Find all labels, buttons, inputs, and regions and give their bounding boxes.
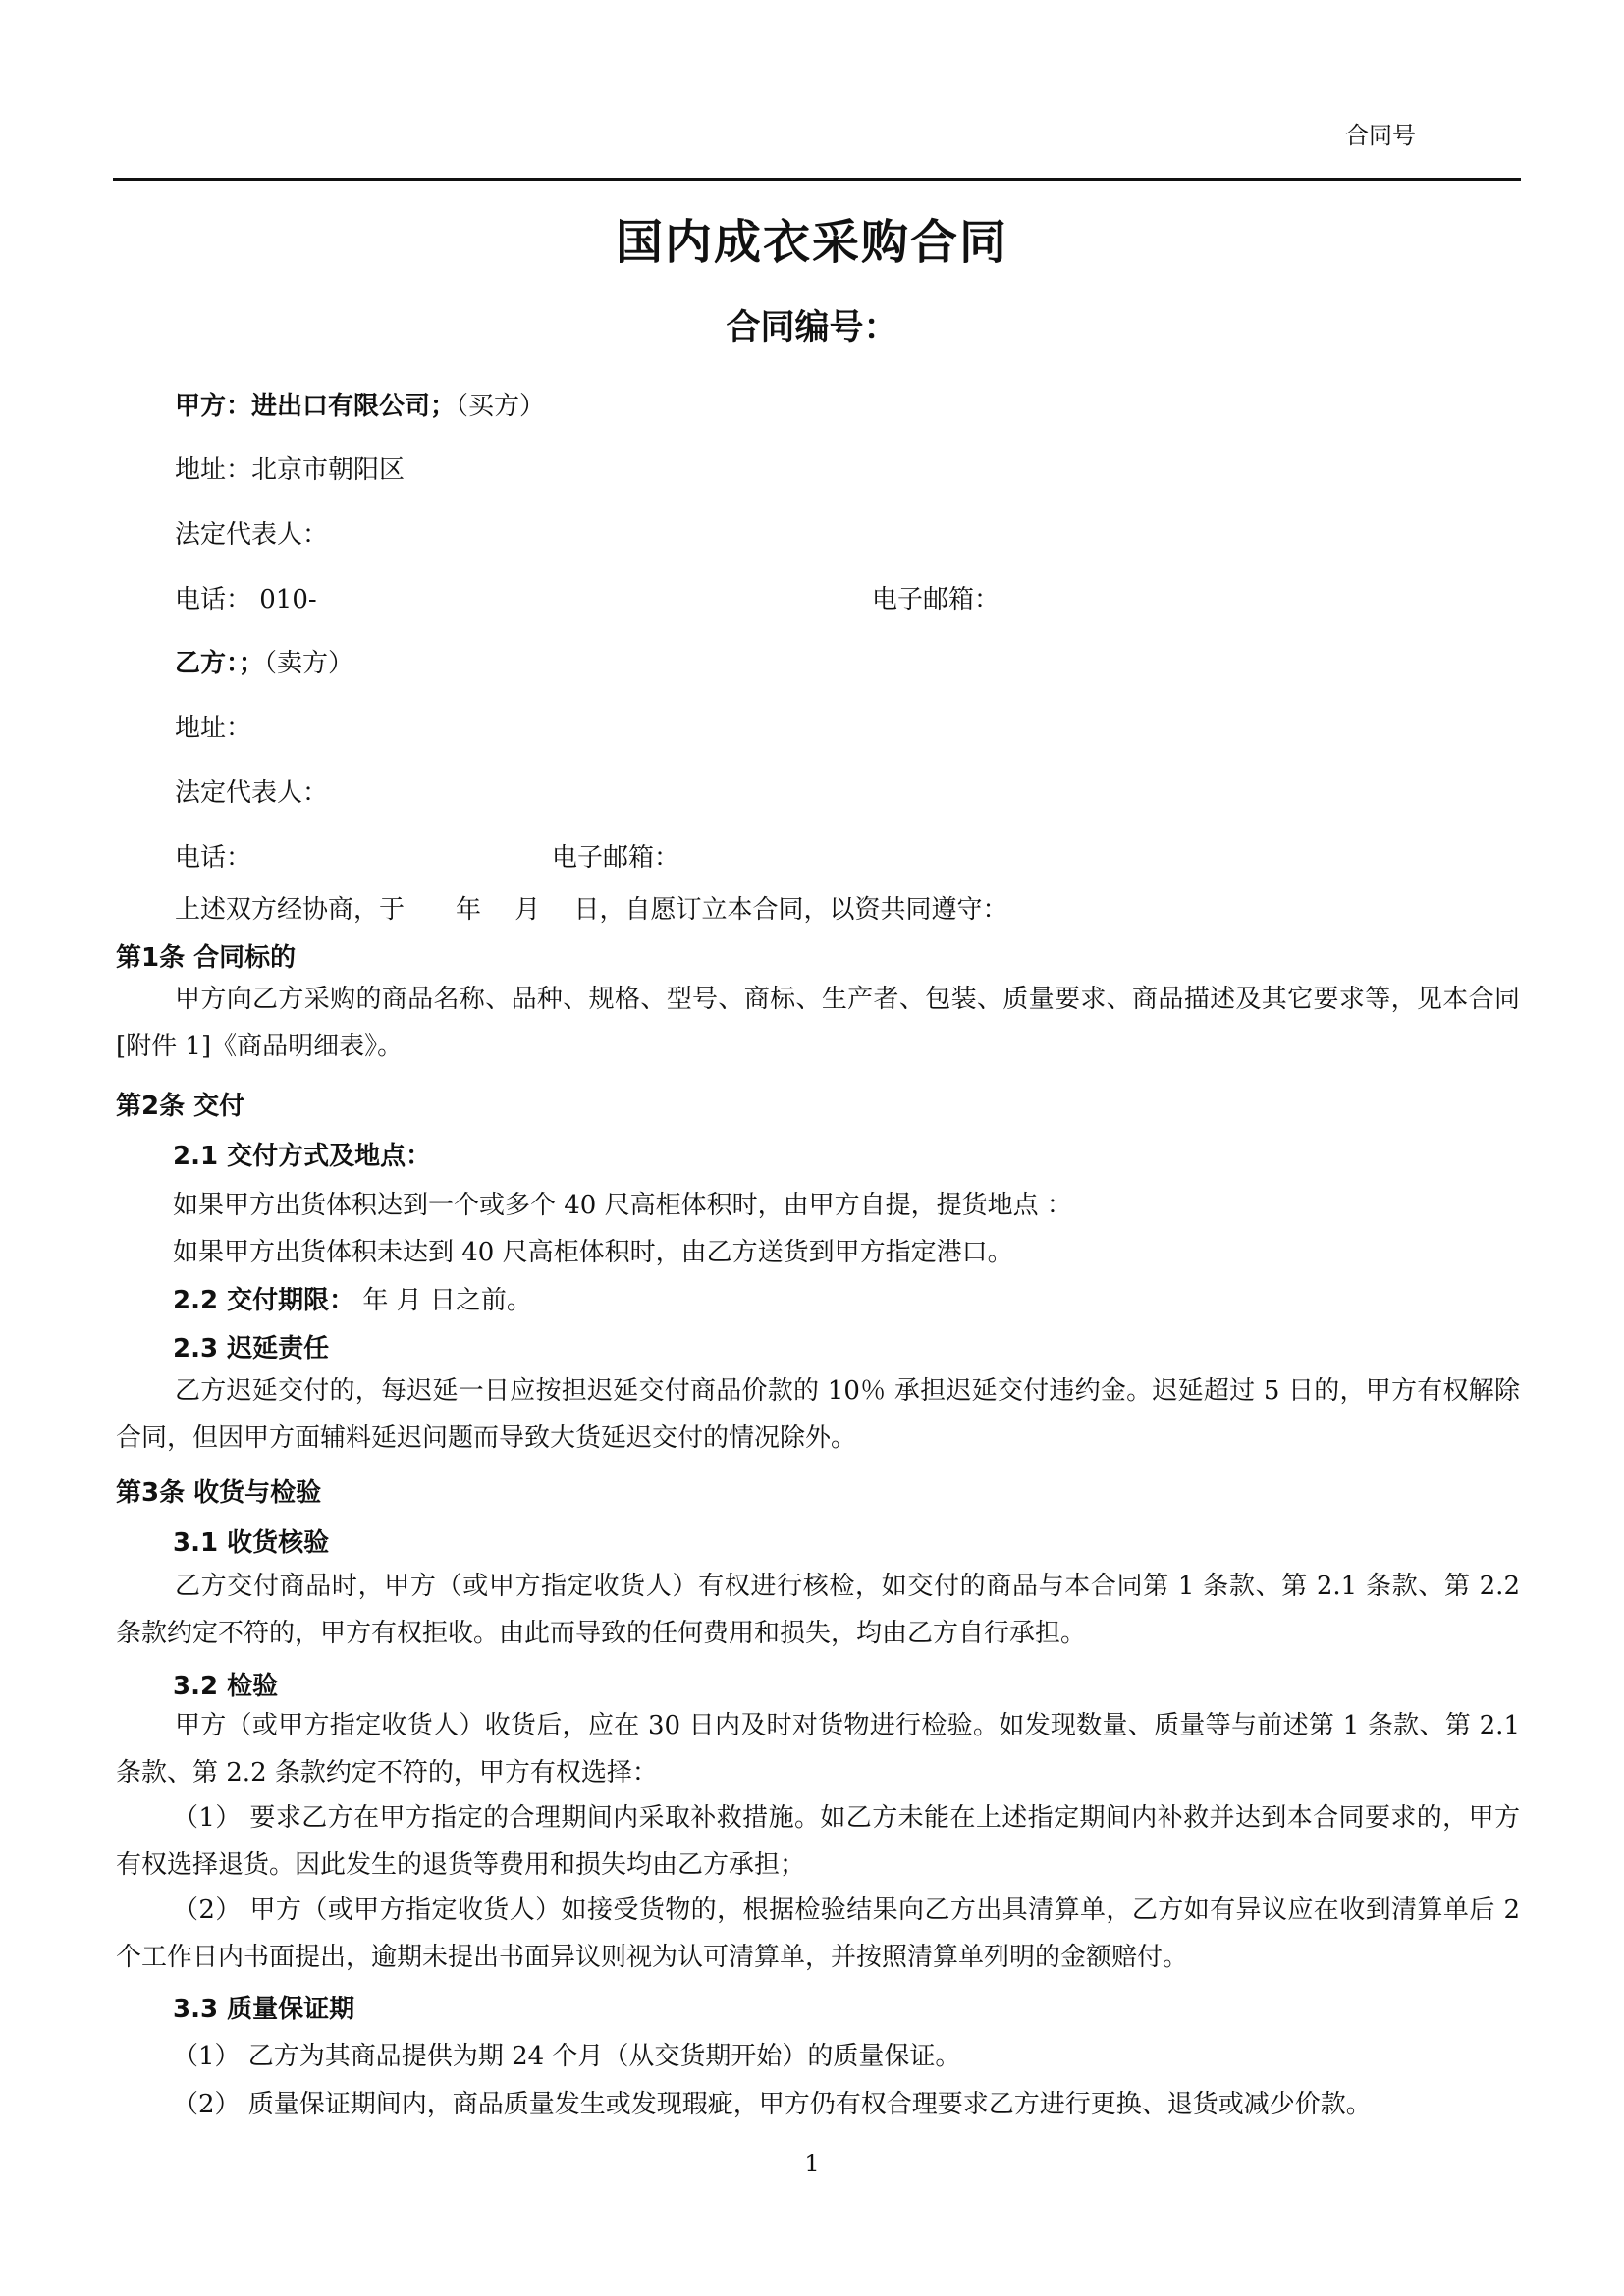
party-b-legal-rep: 法定代表人： [175, 778, 329, 808]
section-2-2-heading: 2.2 交付期限： [173, 1286, 355, 1315]
section-2-1-line-2: 如果甲方出货体积未达到 40 尺高柜体积时，由乙方送货到甲方指定港口。 [173, 1238, 1013, 1267]
section-2-3-heading: 2.3 迟延责任 [173, 1334, 330, 1363]
party-a-legal-rep: 法定代表人： [175, 520, 329, 550]
party-b-address: 地址： [175, 714, 252, 743]
section-3-3-item-2: （2） 质量保证期间内，商品质量发生或发现瑕疵，甲方仍有权合理要求乙方进行更换、退货或减少价款。 [173, 2090, 1372, 2119]
section-2-1-line-1: 如果甲方出货体积达到一个或多个 40 尺高柜体积时，由甲方自提，提货地点 ： [173, 1191, 1072, 1220]
contract-number-label: 合同号 [1345, 122, 1416, 149]
document-title: 国内成衣采购合同 [615, 215, 1008, 270]
section-2-2 [116, 1280, 1577, 1316]
party-a-email: 电子邮箱： [872, 585, 1001, 614]
section-3-3-item-1: （1） 乙方为其商品提供为期 24 个月（从交货期开始）的质量保证。 [173, 2042, 961, 2071]
party-b-line [175, 643, 353, 679]
section-2-1-heading: 2.1 交付方式及地点： [173, 1142, 432, 1171]
party-a-phone: 电话： 010- [175, 585, 317, 614]
section-3-3-heading: 3.3 质量保证期 [173, 1995, 355, 2024]
preamble: 上述双方经协商，于 年 月 日，自愿订立本合同，以资共同遵守： [175, 895, 1008, 925]
party-b-label: 乙方：； [175, 649, 265, 678]
party-b-email: 电子邮箱： [552, 843, 680, 873]
party-a-label: 甲方：进出口有限公司； [175, 392, 457, 421]
section-3-2-heading: 3.2 检验 [173, 1672, 279, 1701]
party-b-role: （卖方） [264, 649, 354, 678]
party-b-phone: 电话： [175, 843, 252, 873]
section-3-2-item-1: （1） 要求乙方在甲方指定的合理期间内采取补救措施。如乙方未能在上述指定期间内补救并达到本合同要求的，甲方有权选择退货。因此发生的退货等费用和损失均由乙方承担； [116, 1803, 1520, 1880]
article-1-text: 甲方向乙方采购的商品名称、品种、规格、型号、商标、生产者、包装、质量要求、商品描述及其它要求等，见本合同[附件 1]《商品明细表》。 [116, 985, 1520, 1061]
section-2-2-text: 年 月 日之前。 [354, 1286, 532, 1315]
header-rule [113, 178, 1521, 181]
section-3-2-text: 甲方（或甲方指定收货人）收货后，应在 30 日内及时对货物进行检验。如发现数量、质量等与前述第 1 条款、第 2.1 条款、第 2.2 条款约定不符的，甲方有权选择： [116, 1711, 1520, 1788]
party-a-line [175, 386, 545, 422]
page-number: 1 [804, 2150, 820, 2177]
document-subtitle: 合同编号： [726, 308, 898, 347]
section-3-2-item-2: （2） 甲方（或甲方指定收货人）如接受货物的，根据检验结果向乙方出具清算单，乙方如有异议应在收到清算单后 2 个工作日内书面提出，逾期未提出书面异议则视为认可清算单，并按照清算单列明的金额赔付。 [116, 1896, 1520, 1972]
section-2-3-text: 乙方迟延交付的，每迟延一日应按担迟延交付商品价款的 10％ 承担迟延交付违约金。迟延超过 5 日的，甲方有权解除合同，但因甲方面辅料延迟问题而导致大货延迟交付的情况除外。 [116, 1376, 1520, 1453]
party-a-address: 地址：北京市朝阳区 [175, 455, 406, 485]
article-2-heading: 第2条 交付 [116, 1092, 245, 1121]
section-3-1-text: 乙方交付商品时，甲方（或甲方指定收货人）有权进行核检，如交付的商品与本合同第 1 条款、第 2.1 条款、第 2.2 条款约定不符的，甲方有权拒收。由此而导致的任何费用和损失，均由乙方自行承担。 [116, 1572, 1520, 1648]
party-a-role: （买方） [456, 392, 546, 421]
section-3-1-heading: 3.1 收货核验 [173, 1528, 330, 1558]
article-3-heading: 第3条 收货与检验 [116, 1478, 322, 1508]
article-1-heading: 第1条 合同标的 [116, 943, 297, 973]
